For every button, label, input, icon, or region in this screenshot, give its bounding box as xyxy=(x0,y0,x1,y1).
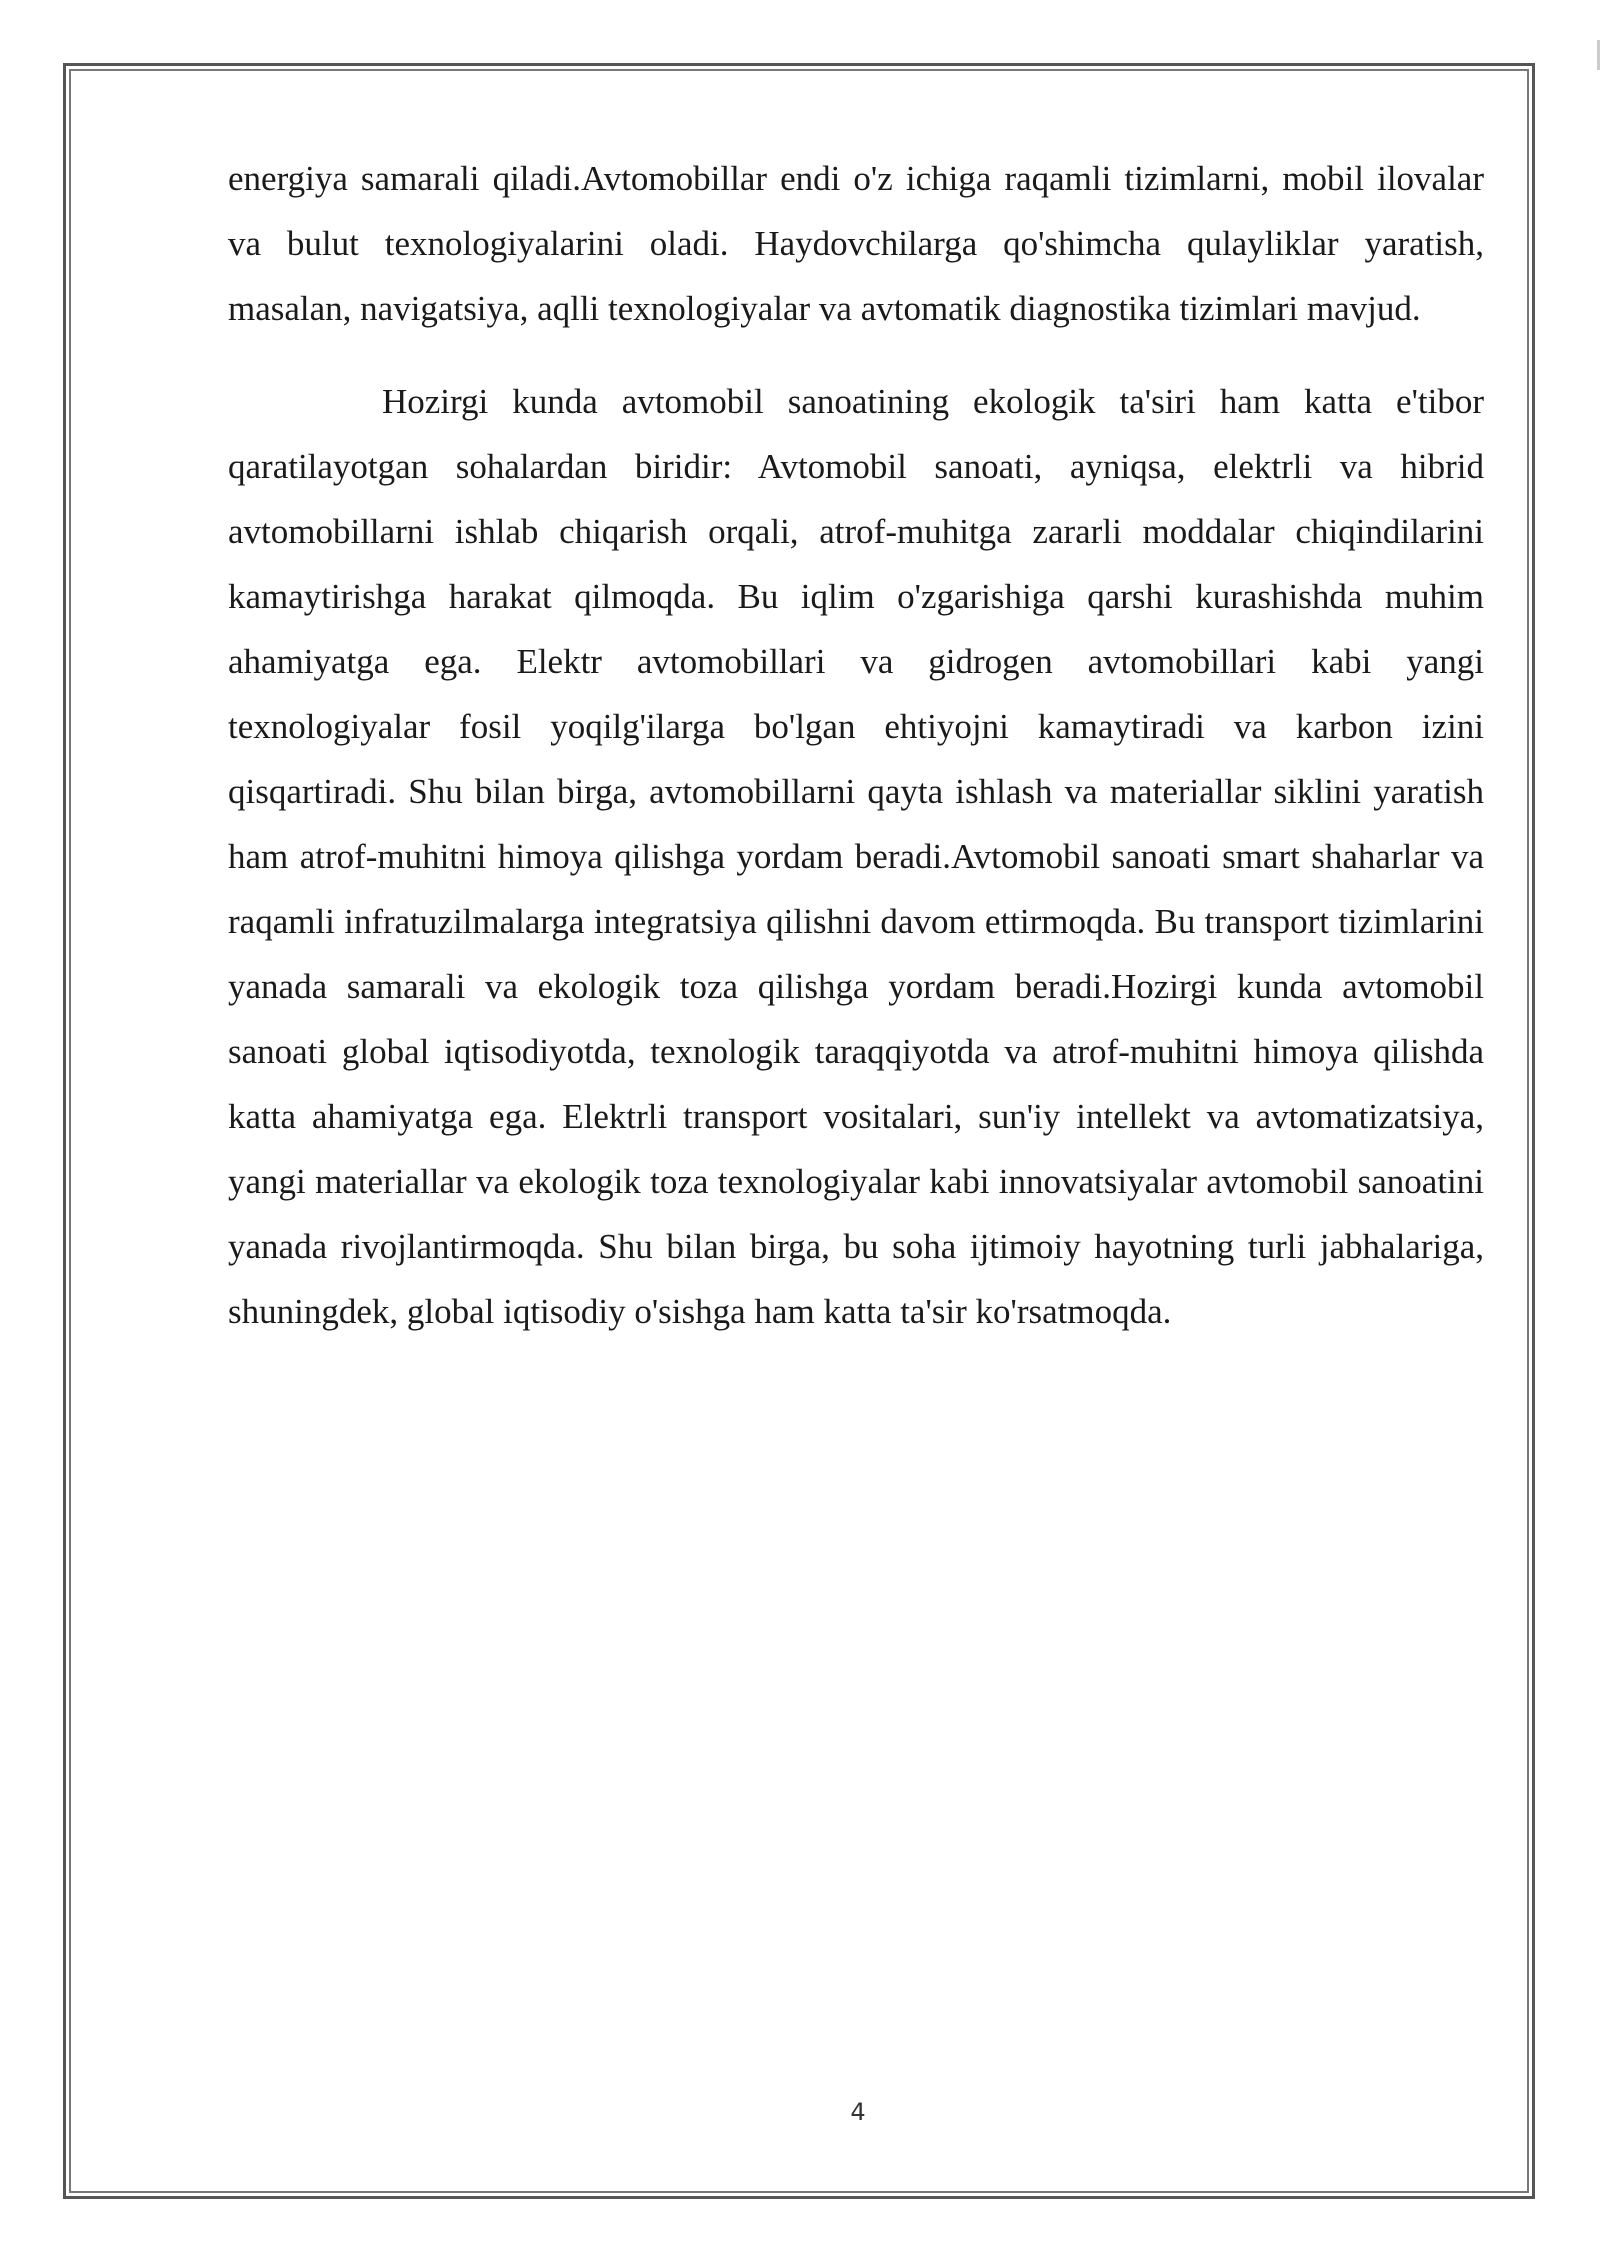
paragraph-continuation: energiya samarali qiladi.Avtomobillar endi o'z ichiga raqamli tizimlarni, mobil ilovalar va bulut texnologiyalarini oladi. Haydovchilarga qo'shimcha qulayliklar yaratish, masalan, navigatsiya, aqlli texnologiyalar va avtomatik diagnostika tizimlari mavjud. xyxy=(228,159,1484,328)
page-edge-mark xyxy=(1588,40,1600,70)
page-number: 4 xyxy=(850,2098,866,2126)
paragraph-ecological-impact: Hozirgi kunda avtomobil sanoatining ekologik ta'siri ham katta e'tibor qaratilayotgan sohalardan biridir: Avtomobil sanoati, ayniqsa, elektrli va hibrid avtomobillarni ishlab chiqarish orqali, atrof-muhitga zararli moddalar chiqindilarini kamaytirishga harakat qilmoqda. Bu iqlim o'zgarishiga qarshi kurashishda muhim ahamiyatga ega. Elektr avtomobillari va gidrogen avtomobillari kabi yangi texnologiyalar fosil yoqilg'ilarga bo'lgan ehtiyojni kamaytiradi va karbon izini qisqartiradi. Shu bilan birga, avtomobillarni qayta ishlash va materiallar siklini yaratish ham atrof-muhitni himoya qilishga yordam beradi.Avtomobil sanoati smart shaharlar va raqamli infratuzilmalarga integratsiya qilishni davom ettirmoqda. Bu transport tizimlarini yanada samarali va ekologik toza qilishga yordam beradi.Hozirgi kunda avtomobil sanoati global iqtisodiyotda, texnologik taraqqiyotda va atrof-muhitni himoya qilishda katta ahamiyatga ega. Elektrli transport vositalari, sun'iy intellekt va avtomatizatsiya, yangi materiallar va ekologik toza texnologiyalar kabi innovatsiyalar avtomobil sanoatini yanada rivojlantirmoqda. Shu bilan birga, bu soha ijtimoiy hayotning turli jabhalariga, shuningdek, global iqtisodiy o'sishga ham katta ta'sir ko'rsatmoqda. xyxy=(228,382,1484,1331)
body-text xyxy=(228,146,1484,1344)
